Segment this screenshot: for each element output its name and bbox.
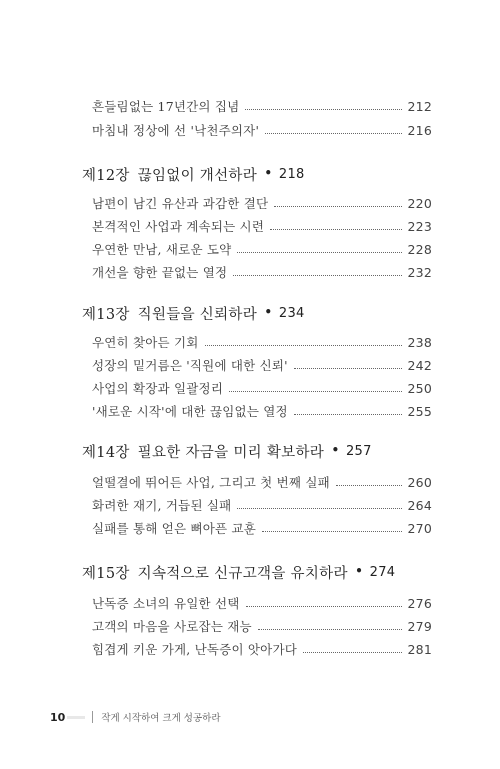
- toc-entry-title: 힘겹게 키운 가게, 난독증이 앗아가다: [92, 642, 297, 657]
- toc-entry-page: 216: [407, 122, 432, 138]
- dot-leader: [233, 274, 401, 276]
- toc-entry-page: 255: [407, 403, 432, 419]
- toc-entry: [92, 262, 432, 282]
- footer-divider: [92, 711, 93, 723]
- toc-entry-title: 우연한 만남, 새로운 도약: [92, 242, 232, 257]
- dot-leader: [237, 251, 401, 253]
- chapter-page: 257: [345, 443, 372, 459]
- toc-entry-title: 본격적인 사업과 계속되는 시련: [92, 219, 265, 234]
- toc-entry-title: 개선을 향한 끝없는 열정: [92, 265, 228, 280]
- toc-entry-page: 279: [407, 618, 432, 634]
- toc-entry-page: 260: [407, 474, 432, 490]
- dot-leader: [303, 651, 402, 653]
- toc-entry: [92, 472, 432, 492]
- toc-entry: [92, 216, 432, 236]
- footer-book-title: 작게 시작하여 크게 성공하라: [101, 713, 221, 724]
- footer-page-number: 10: [50, 710, 66, 724]
- chapter-title: 직원들을 신뢰하라: [137, 306, 258, 323]
- toc-entry-title: 실패를 통해 얻은 뼈아픈 교훈: [92, 521, 256, 536]
- toc-entry: [92, 332, 432, 352]
- chapter-title: 지속적으로 신규고객을 유치하라: [137, 565, 348, 582]
- chapter-number: 제12장: [82, 167, 130, 184]
- toc-entry: [92, 518, 432, 538]
- bullet-icon: •: [354, 564, 364, 580]
- toc-entry-page: 228: [407, 241, 432, 257]
- toc-entry-page: 212: [407, 98, 432, 114]
- toc-entry-title: 성장의 밑거름은 '직원에 대한 신뢰': [92, 358, 288, 373]
- chapter-heading: [82, 302, 305, 324]
- toc-entry-page: 232: [407, 264, 432, 280]
- toc-entry: [92, 639, 432, 659]
- toc-entry-page: 250: [407, 380, 432, 396]
- page-footer: [50, 709, 221, 725]
- toc-entry: [92, 401, 432, 421]
- toc-entry: [92, 378, 432, 398]
- toc-entry-title: 우연히 찾아든 기회: [92, 335, 199, 350]
- toc-entry-page: 276: [407, 595, 432, 611]
- chapter-heading: [82, 163, 305, 185]
- toc-entry: [92, 616, 432, 636]
- dot-leader: [270, 228, 401, 230]
- toc-entry-page: 281: [407, 641, 432, 657]
- dot-leader: [294, 367, 402, 369]
- toc-entry-page: 264: [407, 497, 432, 513]
- toc-entry-page: 238: [407, 334, 432, 350]
- toc-entry: [92, 495, 432, 515]
- dot-leader: [336, 484, 402, 486]
- toc-entry-title: '새로운 시작'에 대한 끊임없는 열정: [92, 404, 288, 419]
- toc-entry-title: 화려한 재기, 거듭된 실패: [92, 498, 232, 513]
- toc-entry-title: 얼떨결에 뛰어든 사업, 그리고 첫 번째 실패: [92, 475, 330, 490]
- dot-leader: [258, 628, 402, 630]
- toc-entry-title: 난독증 소녀의 유일한 선택: [92, 596, 240, 611]
- toc-entry-title: 남편이 남긴 유산과 과감한 결단: [92, 196, 269, 211]
- dot-leader: [274, 205, 401, 207]
- dot-leader: [245, 108, 401, 110]
- chapter-page: 218: [278, 166, 305, 182]
- chapter-page: 274: [369, 564, 396, 580]
- chapter-number: 제15장: [82, 565, 130, 582]
- dot-leader: [265, 132, 401, 134]
- dot-leader: [262, 530, 402, 532]
- chapter-number: 제13장: [82, 306, 130, 323]
- chapter-heading: [82, 440, 372, 462]
- toc-entry: [92, 239, 432, 259]
- toc-entry-page: 270: [407, 520, 432, 536]
- dot-leader: [229, 390, 401, 392]
- chapter-number: 제14장: [82, 444, 130, 461]
- dot-leader: [205, 344, 402, 346]
- toc-entry: [92, 120, 432, 140]
- toc-entry: [92, 96, 432, 116]
- toc-entry: [92, 593, 432, 613]
- chapter-title: 필요한 자금을 미리 확보하라: [137, 444, 325, 461]
- dot-leader: [246, 605, 402, 607]
- dot-leader: [237, 507, 401, 509]
- chapter-heading: [82, 561, 395, 583]
- bullet-icon: •: [264, 166, 273, 182]
- toc-entry-title: 사업의 확장과 일괄정리: [92, 381, 224, 396]
- toc-entry: [92, 193, 432, 213]
- footer-decorative-bar: [67, 716, 85, 719]
- toc-entry-page: 220: [407, 195, 432, 211]
- toc-entry-page: 223: [407, 218, 432, 234]
- toc-entry-title: 고객의 마음을 사로잡는 재능: [92, 619, 252, 634]
- chapter-title: 끊임없이 개선하라: [137, 167, 258, 184]
- toc-entry-title: 마침내 정상에 선 '낙천주의자': [92, 123, 260, 138]
- dot-leader: [294, 413, 402, 415]
- toc-entry-page: 242: [407, 357, 432, 373]
- toc-entry-title: 흔들림없는 17년간의 집념: [92, 99, 240, 114]
- chapter-page: 234: [278, 305, 305, 321]
- bullet-icon: •: [331, 443, 340, 459]
- bullet-icon: •: [264, 305, 273, 321]
- toc-entry: [92, 355, 432, 375]
